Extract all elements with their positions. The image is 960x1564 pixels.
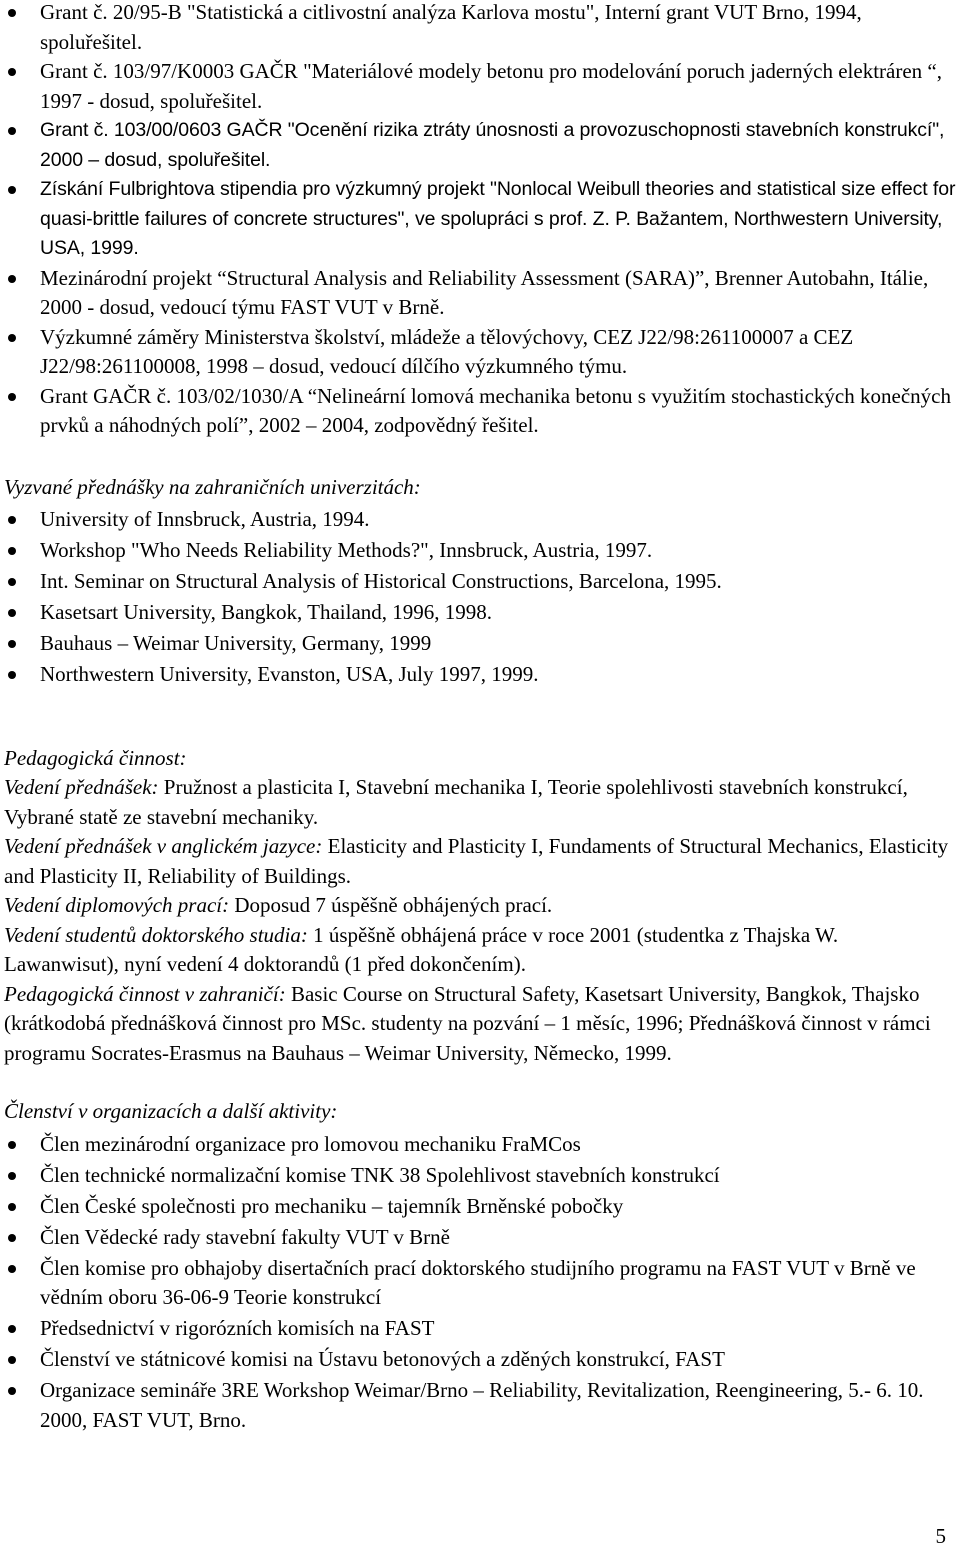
pedagogy-text: Pružnost a plasticita I, Stavební mechanika I, Teorie spolehlivosti stavebních konstrukcí, Vybrané statě ze stavební mechaniky. xyxy=(4,775,908,829)
lecture-item: University of Innsbruck, Austria, 1994. xyxy=(0,505,960,535)
membership-heading: Členství v organizacích a další aktivity: xyxy=(4,1099,338,1123)
membership-item: Člen mezinárodní organizace pro lomovou mechaniku FraMCos xyxy=(0,1130,960,1160)
lecture-item: Northwestern University, Evanston, USA, July 1997, 1999. xyxy=(0,660,960,690)
pedagogy-text: Basic Course on Structural Safety, Kasetsart University, Bangkok, Thajsko (krátkodobá přednášková činnost pro MSc. studenty na pozvání – 1 měsíc, 1996; Přednášková činnost v rámci programu Socrates-Erasmus na Bauhaus – Weimar University, Německo, 1999. xyxy=(4,981,931,1065)
membership-list xyxy=(0,1130,960,1436)
pedagogy-section xyxy=(0,744,960,1069)
pedagogy-paragraph xyxy=(0,921,960,980)
lecture-item: Bauhaus – Weimar University, Germany, 1999 xyxy=(0,629,960,659)
grant-item: Grant GAČR č. 103/02/1030/A “Nelineární lomová mechanika betonu s využitím stochastických konečných prvků a náhodných polí”, 2002 – 2004, zodpovědný řešitel. xyxy=(0,382,960,441)
pedagogy-label: Vedení studentů doktorského studia: xyxy=(4,922,308,947)
pedagogy-paragraph xyxy=(0,773,960,832)
pedagogy-label: Pedagogická činnost v zahraničí: xyxy=(4,981,286,1006)
grant-item: Grant č. 20/95-B "Statistická a citlivostní analýza Karlova mostu", Interní grant VUT Brno, 1994, spoluřešitel. xyxy=(0,0,960,57)
lectures-list xyxy=(0,505,960,690)
grant-item: Mezinárodní projekt “Structural Analysis and Reliability Assessment (SARA)”, Brenner Autobahn, Itálie, 2000 - dosud, vedoucí týmu FAST VUT v Brně. xyxy=(0,264,960,323)
pedagogy-paragraph xyxy=(0,891,960,921)
membership-item: Člen komise pro obhajoby disertačních prací doktorského studijního programu na FAST VUT v Brně ve vědním oboru 36-06-9 Teorie konstrukcí xyxy=(0,1254,960,1313)
membership-item: Člen technické normalizační komise TNK 38 Spolehlivost stavebních konstrukcí xyxy=(0,1161,960,1191)
lectures-heading: Vyzvané přednášky na zahraničních univerzitách: xyxy=(4,474,421,499)
pedagogy-paragraph xyxy=(0,980,960,1069)
membership-item: Členství ve státnicové komisi na Ústavu betonových a zděných konstrukcí, FAST xyxy=(0,1345,960,1375)
pedagogy-paragraph xyxy=(0,832,960,891)
membership-item: Člen Vědecké rady stavební fakulty VUT v Brně xyxy=(0,1223,960,1253)
grant-item: Grant č. 103/00/0603 GAČR "Ocenění rizika ztráty únosnosti a provozuschopnosti stavebních konstrukcí", 2000 – dosud, spoluřešitel. xyxy=(0,116,960,175)
membership-item: Předsednictví v rigorózních komisích na FAST xyxy=(0,1314,960,1344)
grants-list xyxy=(0,0,960,441)
pedagogy-text: Doposud 7 úspěšně obhájených prací. xyxy=(229,893,553,917)
pedagogy-label: Vedení diplomových prací: xyxy=(4,893,230,917)
pedagogy-label: Vedení přednášek v anglickém jazyce: xyxy=(4,834,323,858)
lecture-item: Workshop "Who Needs Reliability Methods?", Innsbruck, Austria, 1997. xyxy=(0,536,960,566)
pedagogy-heading: Pedagogická činnost: xyxy=(4,745,187,770)
grant-item: Výzkumné záměry Ministerstva školství, mládeže a tělovýchovy, CEZ J22/98:261100007 a CEZ J22/98:261100008, 1998 – dosud, vedoucí dílčího výzkumného týmu. xyxy=(0,323,960,382)
lecture-item: Kasetsart University, Bangkok, Thailand, 1996, 1998. xyxy=(0,598,960,628)
page-number: 5 xyxy=(935,1524,946,1548)
pedagogy-label: Vedení přednášek: xyxy=(4,775,159,799)
grant-item: Získání Fulbrightova stipendia pro výzkumný projekt "Nonlocal Weibull theories and statistical size effect for quasi-brittle failures of concrete structures", ve spolupráci s prof. Z. P. Bažantem, Northwestern University, USA, 1999. xyxy=(0,175,960,264)
membership-item: Člen České společnosti pro mechaniku – tajemník Brněnské pobočky xyxy=(0,1192,960,1222)
membership-item: Organizace semináře 3RE Workshop Weimar/Brno – Reliability, Revitalization, Reengineering, 5.- 6. 10. 2000, FAST VUT, Brno. xyxy=(0,1376,960,1435)
pedagogy-text: Elasticity and Plasticity I, Fundaments of Structural Mechanics, Elasticity and Plasticity II, Reliability of Buildings. xyxy=(4,834,949,888)
lecture-item: Int. Seminar on Structural Analysis of Historical Constructions, Barcelona, 1995. xyxy=(0,567,960,597)
grant-item: Grant č. 103/97/K0003 GAČR "Materiálové modely betonu pro modelování poruch jaderných elektráren “, 1997 - dosud, spoluřešitel. xyxy=(0,57,960,116)
pedagogy-text: 1 úspěšně obhájená práce v roce 2001 (studentka z Thajska W. Lawanwisut), nyní vedení 4 doktorandů (1 před dokončením). xyxy=(4,922,839,976)
